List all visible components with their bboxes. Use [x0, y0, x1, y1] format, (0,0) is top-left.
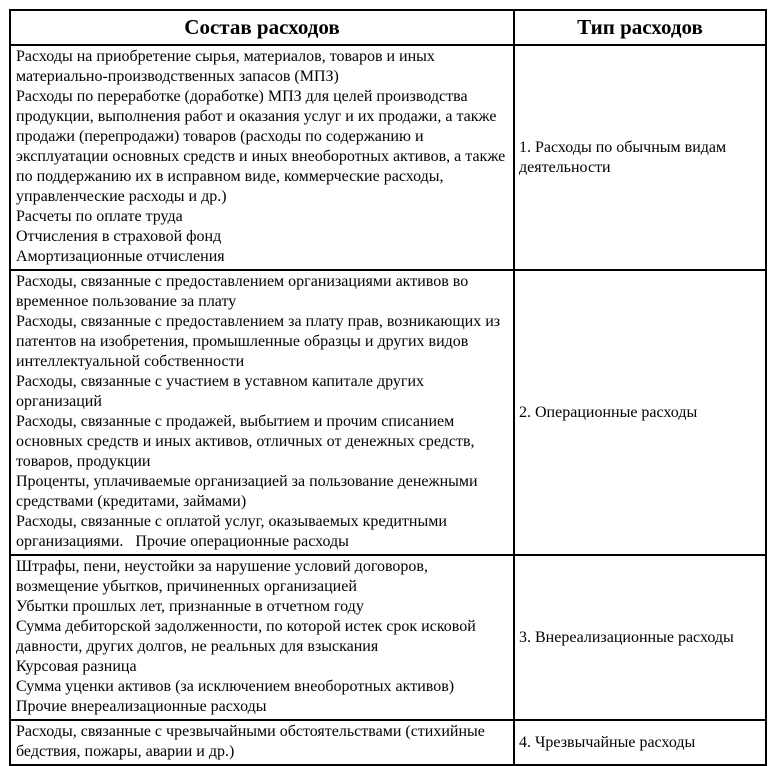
table-row [10, 45, 766, 270]
header-row [10, 10, 766, 45]
table-row [10, 720, 766, 765]
expense-item: Расчеты по оплате труда [16, 208, 183, 225]
expense-item: Расходы на приобретение сырья, материалов, товаров и иных материально-производственных запасов (МПЗ) [16, 48, 435, 85]
expense-item: Курсовая разница [16, 658, 137, 675]
expense-type-cell: 4. Чрезвычайные расходы [514, 720, 766, 765]
expense-item: Расходы, связанные с предоставлением организациями активов во временное пользование за плату [16, 273, 469, 310]
expense-item: Расходы по переработке (доработке) МПЗ для целей производства продукции, выполнения работ и оказания услуг и их продажи, а также продажи (перепродажи) товаров (расходы по содержанию и эксплуатации основных средств и иных внеоборотных активов, а также по поддержанию их в исправном виде, коммерческие расходы, управленческие расходы и др.) [16, 88, 506, 205]
expense-item: Расходы, связанные с продажей, выбытием и прочим списанием основных средств и иных активов, отличных от денежных средств, товаров, продукции [16, 413, 475, 470]
expense-composition-cell [10, 720, 514, 765]
expense-item: Расходы, связанные с чрезвычайными обстоятельствами (стихийные бедствия, пожары, аварии и др.) [16, 723, 485, 760]
expense-type-cell: 2. Операционные расходы [514, 270, 766, 555]
expense-item: Расходы, связанные с оплатой услуг, оказываемых кредитными организациями. Прочие операционные расходы [16, 513, 447, 550]
expense-item: Расходы, связанные с участием в уставном капитале других организаций [16, 373, 425, 410]
expense-composition-cell [10, 555, 514, 720]
expense-item: Сумма дебиторской задолженности, по которой истек срок исковой давности, других долгов, не реальных для взыскания [16, 618, 476, 655]
expense-item: Расходы, связанные с предоставлением за плату прав, возникающих из патентов на изобретения, промышленные образцы и других видов интеллектуальной собственности [16, 313, 501, 370]
column-header-composition: Состав расходов [10, 10, 514, 45]
table-row [10, 270, 766, 555]
expense-item: Прочие внереализационные расходы [16, 698, 267, 715]
expense-type-cell: 3. Внереализационные расходы [514, 555, 766, 720]
column-header-type: Тип расходов [514, 10, 766, 45]
expense-item: Амортизационные отчисления [16, 248, 225, 265]
expense-item: Отчисления в страховой фонд [16, 228, 222, 245]
expense-type-cell: 1. Расходы по обычным видам деятельности [514, 45, 766, 270]
expenses-table [9, 9, 767, 766]
expense-item: Штрафы, пени, неустойки за нарушение условий договоров, возмещение убытков, причиненных организацией [16, 558, 428, 595]
expense-composition-cell [10, 45, 514, 270]
expense-item: Сумма уценки активов (за исключением внеоборотных активов) [16, 678, 455, 695]
table-row [10, 555, 766, 720]
expense-item: Проценты, уплачиваемые организацией за пользование денежными средствами (кредитами, займами) [16, 473, 478, 510]
expense-item: Убытки прошлых лет, признанные в отчетном году [16, 598, 364, 615]
expense-composition-cell [10, 270, 514, 555]
expenses-table-body [10, 45, 766, 765]
